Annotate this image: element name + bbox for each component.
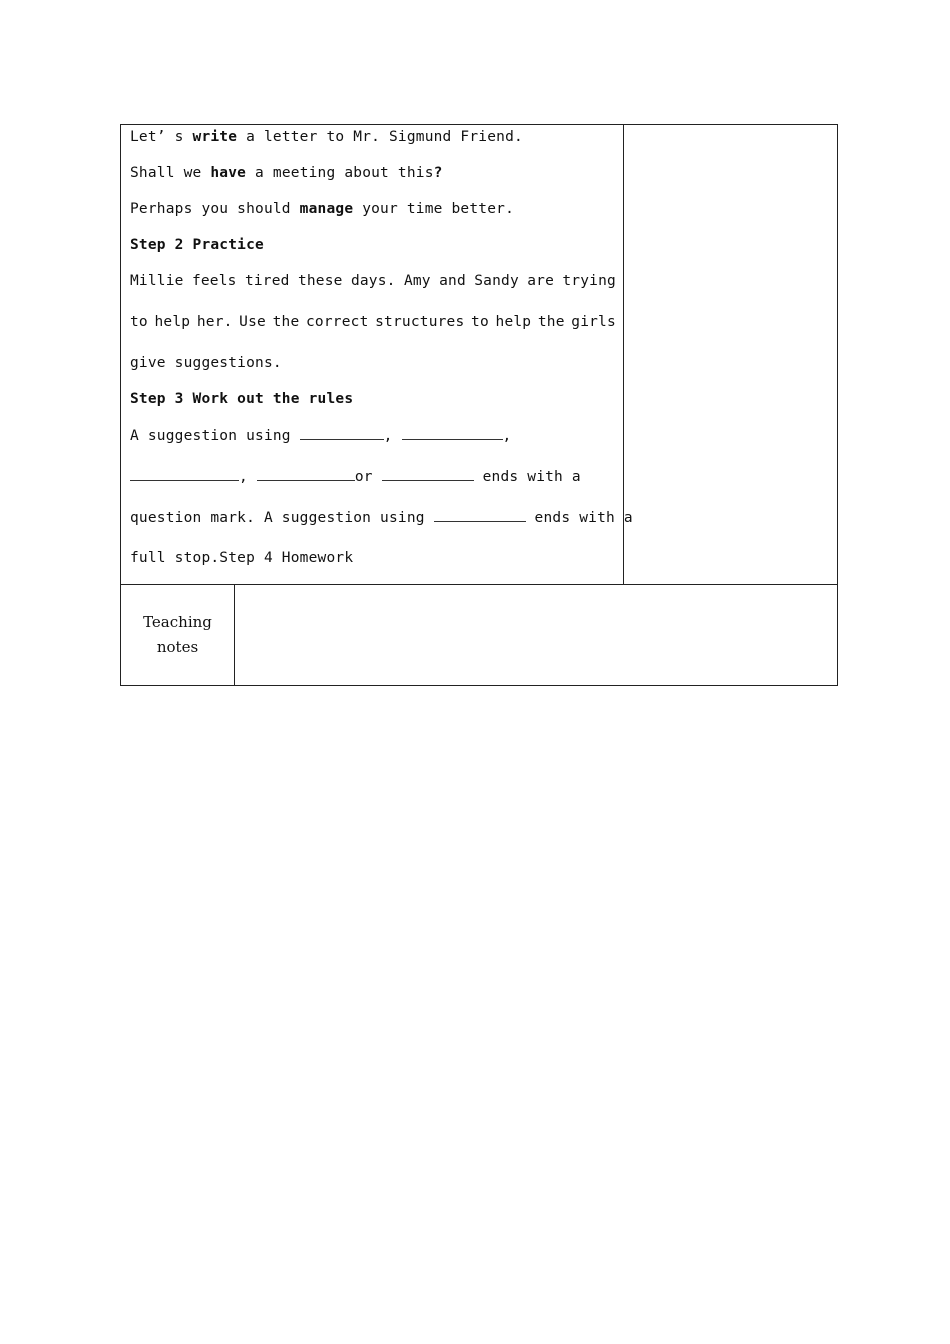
line-manage-time: Perhaps you should manage your time better. [130,201,515,217]
line-have-meeting: Shall we have a meeting about this? [130,165,443,181]
lesson-content-cell [121,125,633,584]
line-write-letter: Let’ s write a letter to Mr. Sigmund Friend. [130,129,523,145]
step3-heading: Step 3 Work out the rules [130,391,354,407]
lesson-table [120,124,838,585]
practice-line-1: Millie feels tired these days. Amy and Sandy are trying [130,273,616,289]
blank-field-6[interactable] [434,509,526,522]
practice-line-3: give suggestions. [130,355,282,371]
teaching-notes-label: Teaching notes [121,585,235,685]
rules-line-3: question mark. A suggestion using ends with a [130,510,633,526]
rules-line-2: , or ends with a [130,468,581,485]
blank-field-1[interactable] [300,427,384,440]
rules-line-1: A suggestion using , , [130,428,512,444]
blank-field-4[interactable] [257,468,355,481]
blank-field-3[interactable] [130,468,239,481]
side-empty-cell [624,125,837,584]
practice-line-2: to help her. Use the correct structures to help the girls [130,314,616,330]
blank-field-5[interactable] [382,468,474,481]
rules-line-4: full stop.Step 4 Homework [130,550,354,566]
teaching-notes-body [235,585,837,685]
step2-heading: Step 2 Practice [130,237,264,253]
notes-table [120,584,838,686]
blank-field-2[interactable] [402,427,503,440]
